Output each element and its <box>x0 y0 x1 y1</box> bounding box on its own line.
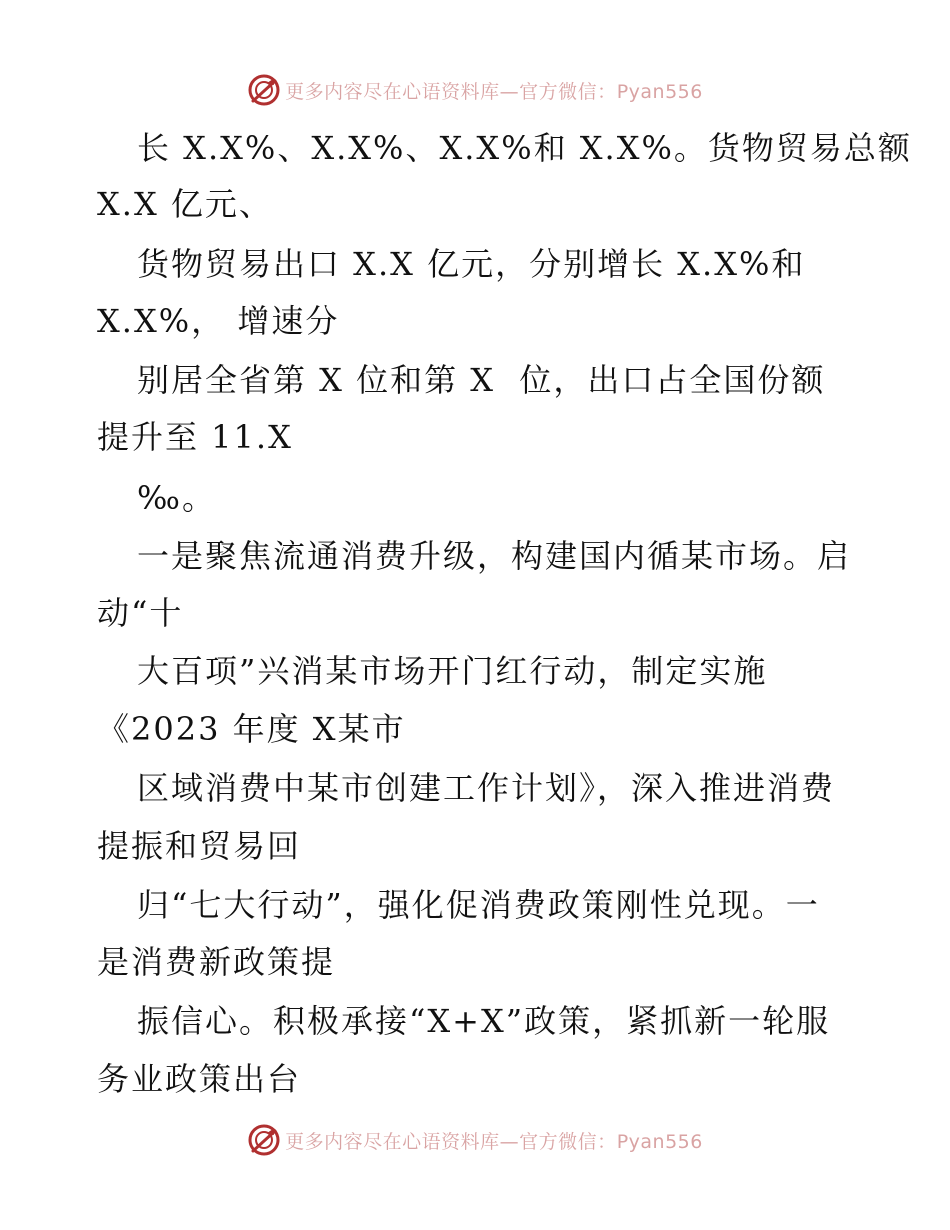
header-watermark <box>0 70 950 110</box>
body-line: X.X%， 增速分 <box>97 302 340 340</box>
watermark-text <box>285 1127 703 1154</box>
watermark-separator: — <box>499 80 520 103</box>
footer-watermark <box>0 1120 950 1160</box>
body-line: 《2023 年度 X某市 <box>97 710 406 748</box>
body-line: 是消费新政策提 <box>97 943 336 981</box>
body-line: 区域消费中某市创建工作计划》，深入推进消费 <box>137 769 836 807</box>
body-line: ‰。 <box>137 479 216 517</box>
watermark-id: Pyan556 <box>616 1130 703 1153</box>
watermark-main: 更多内容尽在心语资料库 <box>285 80 500 103</box>
watermark-text <box>285 77 703 104</box>
watermark-separator: — <box>499 1130 520 1153</box>
seal-logo-icon <box>247 73 281 107</box>
body-line: 振信心。积极承接“X+X”政策，紧抓新一轮服 <box>137 1002 831 1040</box>
body-line: 动“十 <box>97 594 184 632</box>
body-line: 货物贸易出口 X.X 亿元，分别增长 X.X%和 <box>137 245 806 283</box>
watermark-id: Pyan556 <box>616 80 703 103</box>
body-line: 归“七大行动”，强化促消费政策刚性兑现。一 <box>137 886 820 924</box>
body-line: 长 X.X%、X.X%、X.X%和 X.X%。货物贸易总额 <box>137 129 912 167</box>
body-line: 大百项”兴消某市场开门红行动，制定实施 <box>137 652 768 690</box>
body-line: 务业政策出台 <box>97 1060 302 1098</box>
watermark-main: 更多内容尽在心语资料库 <box>285 1130 500 1153</box>
body-line: X.X 亿元、 <box>97 185 273 223</box>
body-line: 别居全省第 X 位和第 X 位，出口占全国份额 <box>137 361 826 399</box>
watermark-label: 官方微信： <box>519 1130 617 1153</box>
body-line: 提升至 11.X <box>97 418 293 456</box>
body-line: 一是聚焦流通消费升级，构建国内循某市场。启 <box>137 537 852 575</box>
seal-logo-icon <box>247 1123 281 1157</box>
body-line: 提振和贸易回 <box>97 827 302 865</box>
watermark-label: 官方微信： <box>519 80 617 103</box>
